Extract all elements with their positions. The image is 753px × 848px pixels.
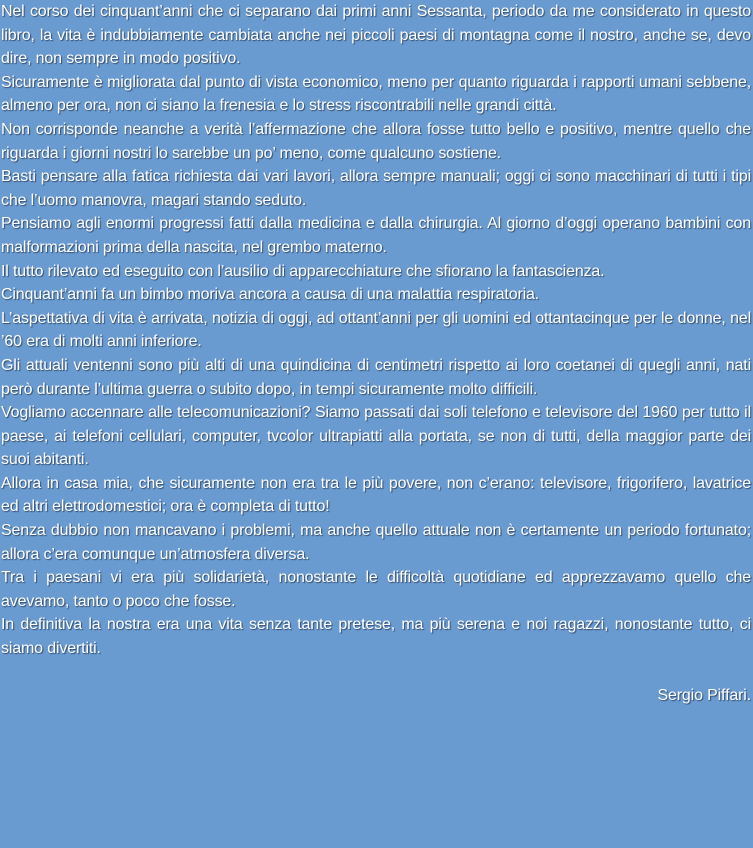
paragraph-4: Basti pensare alla fatica richiesta dai vari lavori, allora sempre manuali; oggi ci sono macchinari di tutti i tipi che l’uomo manovra, magari stando seduto. bbox=[1, 168, 751, 209]
paragraph-14: In definitiva la nostra era una vita senza tante pretese, ma più serena e noi ragazzi, nonostante tutto, ci siamo divertiti. bbox=[1, 616, 751, 658]
blank-line bbox=[1, 661, 751, 685]
paragraph-5: Pensiamo agli enormi progressi fatti dalla medicina e dalla chirurgia. Al giorno d’oggi operano bambini con malformazioni prima della nascita, nel grembo materno. bbox=[1, 215, 751, 256]
paragraph-1: Nel corso dei cinquant’anni che ci separano dai primi anni Sessanta, periodo da me considerato in questo libro, la vita è indubbiamente cambiata anche nei piccoli paesi di montagna come il nostro, anche se, devo dire, non sempre in modo positivo. bbox=[1, 3, 751, 68]
paragraph-2: Sicuramente è migliorata dal punto di vista economico, meno per quanto riguarda i rapporti umani sebbene, almeno per ora, non ci siano la frenesia e lo stress riscontrabili nelle grandi città. bbox=[1, 73, 751, 115]
paragraph-13: Tra i paesani vi era più solidarietà, nonostante le difficoltà quotidiane ed apprezzavamo quello che avevamo, tanto o poco che fosse. bbox=[1, 569, 751, 610]
paragraph-7: Cinquant’anni fa un bimbo moriva ancora a causa di una malattia respiratoria. bbox=[1, 286, 540, 304]
paragraph-8: L’aspettativa di vita è arrivata, notizia di oggi, ad ottant’anni per gli uomini ed ottantacinque per le donne, nel ’60 era di molti anni inferiore. bbox=[1, 309, 751, 351]
paragraph-9: Gli attuali ventenni sono più alti di una quindicina di centimetri rispetto ai loro coetanei di quegli anni, nati però durante l’ultima guerra o subito dopo, in tempi sicuramente molto difficili. bbox=[1, 356, 751, 398]
paragraph-10: Vogliamo accennare alle telecomunicazioni? Siamo passati dai soli telefono e televisore del 1960 per tutto il paese, ai telefoni cellulari, computer, tvcolor ultrapiatti alla portata, se non di tutti, della maggior parte dei suoi abitanti. bbox=[1, 404, 751, 469]
paragraph-12: Senza dubbio non mancavano i problemi, ma anche quello attuale non è certamente un periodo fortunato; allora c’era comunque un’atmosfera diversa. bbox=[1, 522, 751, 563]
paragraph-6: Il tutto rilevato ed eseguito con l’ausilio di apparecchiature che sfiorano la fantascienza. bbox=[1, 262, 605, 280]
paragraph-11: Allora in casa mia, che sicuramente non era tra le più povere, non c’erano: televisore, frigorifero, lavatrice ed altri elettrodomestici; ora è completa di tutto! bbox=[1, 474, 751, 516]
paragraph-3: Non corrisponde neanche a verità l’affermazione che allora fosse tutto bello e positivo, mentre quello che riguarda i giorni nostri lo sarebbe un po’ meno, come qualcuno sostiene. bbox=[1, 120, 751, 162]
signature: Sergio Piffari. bbox=[657, 687, 751, 705]
